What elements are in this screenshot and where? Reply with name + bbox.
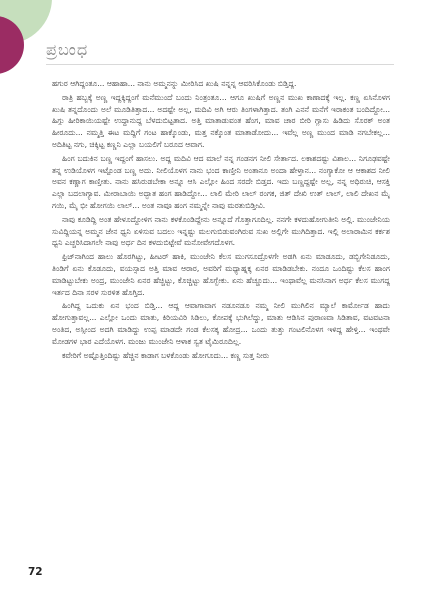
paragraph-1: ಹಗುರ ಆಗಿದ್ದಂತೂ... ಆಹಾಹಾ... ನಾನು ಅಮ್ಮನನ್ನು ಮೀರಿಸಿದ ಖುಷಿ ನನ್ನನ್ನ ಆವರಿಸಿಕೊಂಡು ಬಿಡ್ತಿದ್ದ. xyxy=(52,79,297,88)
title-divider xyxy=(46,64,394,65)
section-title: ಪ್ರಬಂಧ xyxy=(46,40,89,59)
paragraph-6: ಹಿಂಗಿದ್ದ ಒದುಕು ಏನ ಭಂದ ಬಿಡ್ತಿ... ಆದ್ದ ಆವಾಗಾವಾಗ ನಡೂನಡೂ ನಮ್ಮ ನೀಲಿ ಮುಗಿಲಿನ ಮ್ಯಾಲೆ ಕಾರ್ಮೋಡ ಹಾದು ಹೋಗುತ್ತಾವಲ್ಲ... ಎಲ್ಲೋ ಒಂದು ಮಾತು, ಕಿರಿಯವಿರಿ ಸಿಡಿಲು, ಕೋಪಕ್ಕೆ ಭುಗಿಲೆದ್ದು, ಮಾತು ಆಡಿಸಿನ ಪುರಾಣವಾ ಸಿಡಿತಾವ, ವಟವಟನಾ ಅಂತಿದ, ಅಸ್ಸೀಂದ ಅದಗಿ ಮಾಡಿದ್ದು ಉಪ್ಪ ಮಾಡದೇ ಗಂಡ ಕೆಲಸಕ್ಕ ಹೋದ್ರ... ಒಂದು ತುತ್ತು ಗಂಟಲಿನೊಳಗ ಇಳಿದ್ದ ಹೇಳ್ತಿ... ಇಂಥವೇ ಮೋಡಗಳ ಭಾರ ಎದೆಯೊಳಗ. ಮಂಜು ಮುಂಜೇನಿ ಆಳಾಕ ಸ್ವತ ಟೈಮಿರೂದಿಲ್ಲ. xyxy=(52,301,390,346)
paragraph-5: ಫ್ರಿಜ್‌ನಾಗಿಂದ ಹಾಲು ಹೊರಗಿಟ್ಟು, ಹೀಟರ್ ಹಾಕಿ, ಮುಂಜೇನಿ ಕೆಲಸ ಮುಗಸೂದ್ರೊಳಗೇ ಅಡಗಿ ಏನು ಮಾಡೂದು, ಡಬ್ಬಿಗೇನಿಡೂದು, ತಿಂಡಿಗೆ ಏನು ಕೊಡೂದು, ವಯಸ್ಸಾದ ಅತ್ತಿ ಮಾವ ಆರಾರ, ಅವರಿಗೆ ಮಧ್ಯಾಹ್ನಕ್ಕ ಏನರ ಮಾಡಿಡಬೇಕು. ನಂದೂ ಒಂದಿಷ್ಟು ಕೆಲಸ ಹಾಂಗ ಮಾಡಿಟ್ಟುಬೇಕು ಅಂದ್ರ, ಮುಂಜೇನಿ ಏನರ ಹೆಚ್ಚಿಟ್ಟು, ಕೊಚ್ಚಿಟ್ಟು ಹೊಗ್ಬೇಕು. ಏನು ಹೆಚ್ಚೂದು... ಇಂಥಾವೆಲ್ಲ ಮನಸಿನಾಗ ಅರ್ಧ ಕೆಲಸ ಮುಗದ್ದ ಇರ್ತದ ದಿನಾ ಸರಳ ಸುರಳಿತ ಹೊಗ್ತಿದ. xyxy=(52,252,390,297)
page-number: 72 xyxy=(28,566,43,578)
paragraph-2: ರಾತ್ರಿ ಹಬ್ಬಕ್ಕೆ ಅಣ್ಣ ಇದ್ದಕ್ಕಿದ್ದಂಗೆ ಮನೆಮುಂದೆ ಬಂದು ನಿಂತ್ರಂತೂ... ಆಗೂ ಖುಷಿಗೆ ಅಣ್ಣನ ಮುಖ ಕಾಣಾದಕ್ಕೆ ಇಲ್ಲ. ಕಣ್ಣ ಏಸಿನೊಳಗ ಖುಷಿ ತನ್ನದೊಂದು ಅಲೆ ಮೂಡಿತಿತ್ತಾದ... ಅದಷ್ಟೇ ಅಲ್ಲ, ಮದಿವಿ ಅಗಿ ಆರು ತಿಂಗಳಾಗಿತ್ತಾದ. ತಂಗಿ ಎನನೆ ಮನೆಗೆ ಇರಾಕಂತ ಬಂದಿದ್ದೋ... ಹಿಗ್ಗು ಹೀರಿಕಾಯಿಯಷ್ಟೇ ಉದ್ದಾನುದ್ದ ಬೆಳದುಬಿಟ್ಟತಾದ. ಅತ್ತಿ ಮಾತಾಡುವಂತ ಹೆಂಗ, ಮಾವ ಚಾರ ಬೀರಿ ಗ್ಲಾಸು ಹಿಡಿದು ಸೊರಕ್ ಅಂತ ಹೀರೂದು... ನಮ್ಮತ್ತಿ ಈಟ ಮದ್ದಿಗೆ ಗಂಟ ಹಾಕ್ಕೊಂಡು, ಮತ್ತ ನಕ್ಕೊಂತ ಮಾತಾಡೋದು... ಇವೆಲ್ಲ ಅಣ್ಣ ಮುಂದ ಮಾಡಿ ನಗಬೇಕಲ್ಲ... ಅದಿತಿಟ್ಟ ನಗು, ಚಿಕ್ಕಿಟ್ಟ ಕಣ್ಣನಿ ಎಲ್ಲಾ ಬಯಲಿಗೆ ಬರೂದ ಆವಾಗ. xyxy=(52,92,390,149)
paragraph-3: ಹಿಂಗ ಬದುಕಿನ ಬಣ್ಣ ಇದ್ದಂಗೆ ಹಾಸಲು. ಅದ್ದ ಮದಿವಿ ಆದ ಮಾಲೆ ನನ್ನ ಗಂಡನಗ ನೀಲಿ ಸೇರ್ತಾದ. ಲಕಾಶದಷ್ಟು ವಿಶಾಲ... ನಿಗೂಢವಷ್ಟೇ ತನ್ನ ಉಡಿಯೊಳಗ ಇಟ್ಟೊಂಡ ಬಣ್ಣ ಅದು. ನೀಲಿಯೊಳಗ ನಾನು ಭಂದ ಕಾಣ್ತೀನಿ ಅಂತಾನೂ ಅಂದಾ ಹೇಳ್ತಾನ... ನಂಗ್ಯಾಕೋ ಆ ಆಕಾಶದ ನೀಲಿ ಅವನ ಕಣ್ಣಾಗ ಕಾಣ್ತೀತು. ನಾನು ಹಸಿರುಡಬೇಕಾ ಅನ್ನೂ ಆಸಿ ಎಲ್ಲೋ ಹಿಂದ ಸರದೇ ಬಿಡ್ತದ. ಇದು ಬಣ್ಣದ್ದಷ್ಟೇ ಅಲ್ಲ, ನನ್ನ ಅಧಿರುಚಿ, ಆಸಕ್ತಿ ಎಲ್ಲಾ ಬದಲಾಗ್ಯಾವ. ಮೀರಾಬಾಯಿ ಅದ್ಭಾತ ಹಂಗ ಹಾಡಿದ್ದೋ... ಲಾಲಿ ಮೇರಿ ಲಾಲ್ ರಂಗಕ, ಜಿತ್ ದೇಖಿ ಉತ್ ಲಾಲ್, ಲಾಲಿ ದೇಖನ ಮೈ ಗಯಿ, ಮೈ ಭೀ ಹೋಗಯಿ ಲಾಲ್... ಅಂತ ನಾವೂ ಹಂಗ ನಮ್ಮನ್ನೇ ನಾವು ಮರತುಬಿಡ್ತೀವಿ. xyxy=(52,153,390,210)
paragraph-7: ಕವೇರಿಗೆ ಅಷ್ಟೊತ್ತಿಂದಿಷ್ಟು ಹೆಚ್ಚಿನ ಕಾಡಾಗ ಬಳಕೊಂಡು ಹೋಗೂದು... ಕಣ್ಣ ಸುತ್ತ ನೀರು xyxy=(62,350,270,360)
paragraph-4: ನಾವು ಕೂಡಿದ್ದಿ ಅಂತ ಹೇಳೂದ್ದೋಳಿಗ ನಾನು ಕಳಕೊಂಡಿದ್ದೇನು ಅನ್ನೂದೆ ಗೊತ್ತಾಗೂದಿಲ್ಲ. ನನಗೇ ಕಳದುಹೋಗುತೀನಿ ಅಲ್ಲಿ. ಮುಂಜೇನಿಯ ಸುವಿದ್ದಿಯನ್ನ ಅಮ್ಮನ ಜೇನ ಧ್ವನಿ ಏಳಿಸುವ ಬದಲು ಇನ್ನಷ್ಟು ಮಲಗುಬಿಡುವಂಗಿರುವ ಸುಖ ಅಲ್ಲಿಗೇ ಮುಗಿದಿತ್ತಾದ. ಇಲ್ಲಿ ಅಲಾರಾಮಿನ ಕರ್ಕಶ ಧ್ವನಿ ಎಚ್ಚರಿಸಿದಾಗಲೇ ನಾವು ಅರ್ಧ ದಿನ ಕಳದುಬಿಟ್ಟೇವೆ ಮನೋವೇಗದೊಳಗ. xyxy=(52,214,390,248)
essay-body xyxy=(52,78,390,578)
